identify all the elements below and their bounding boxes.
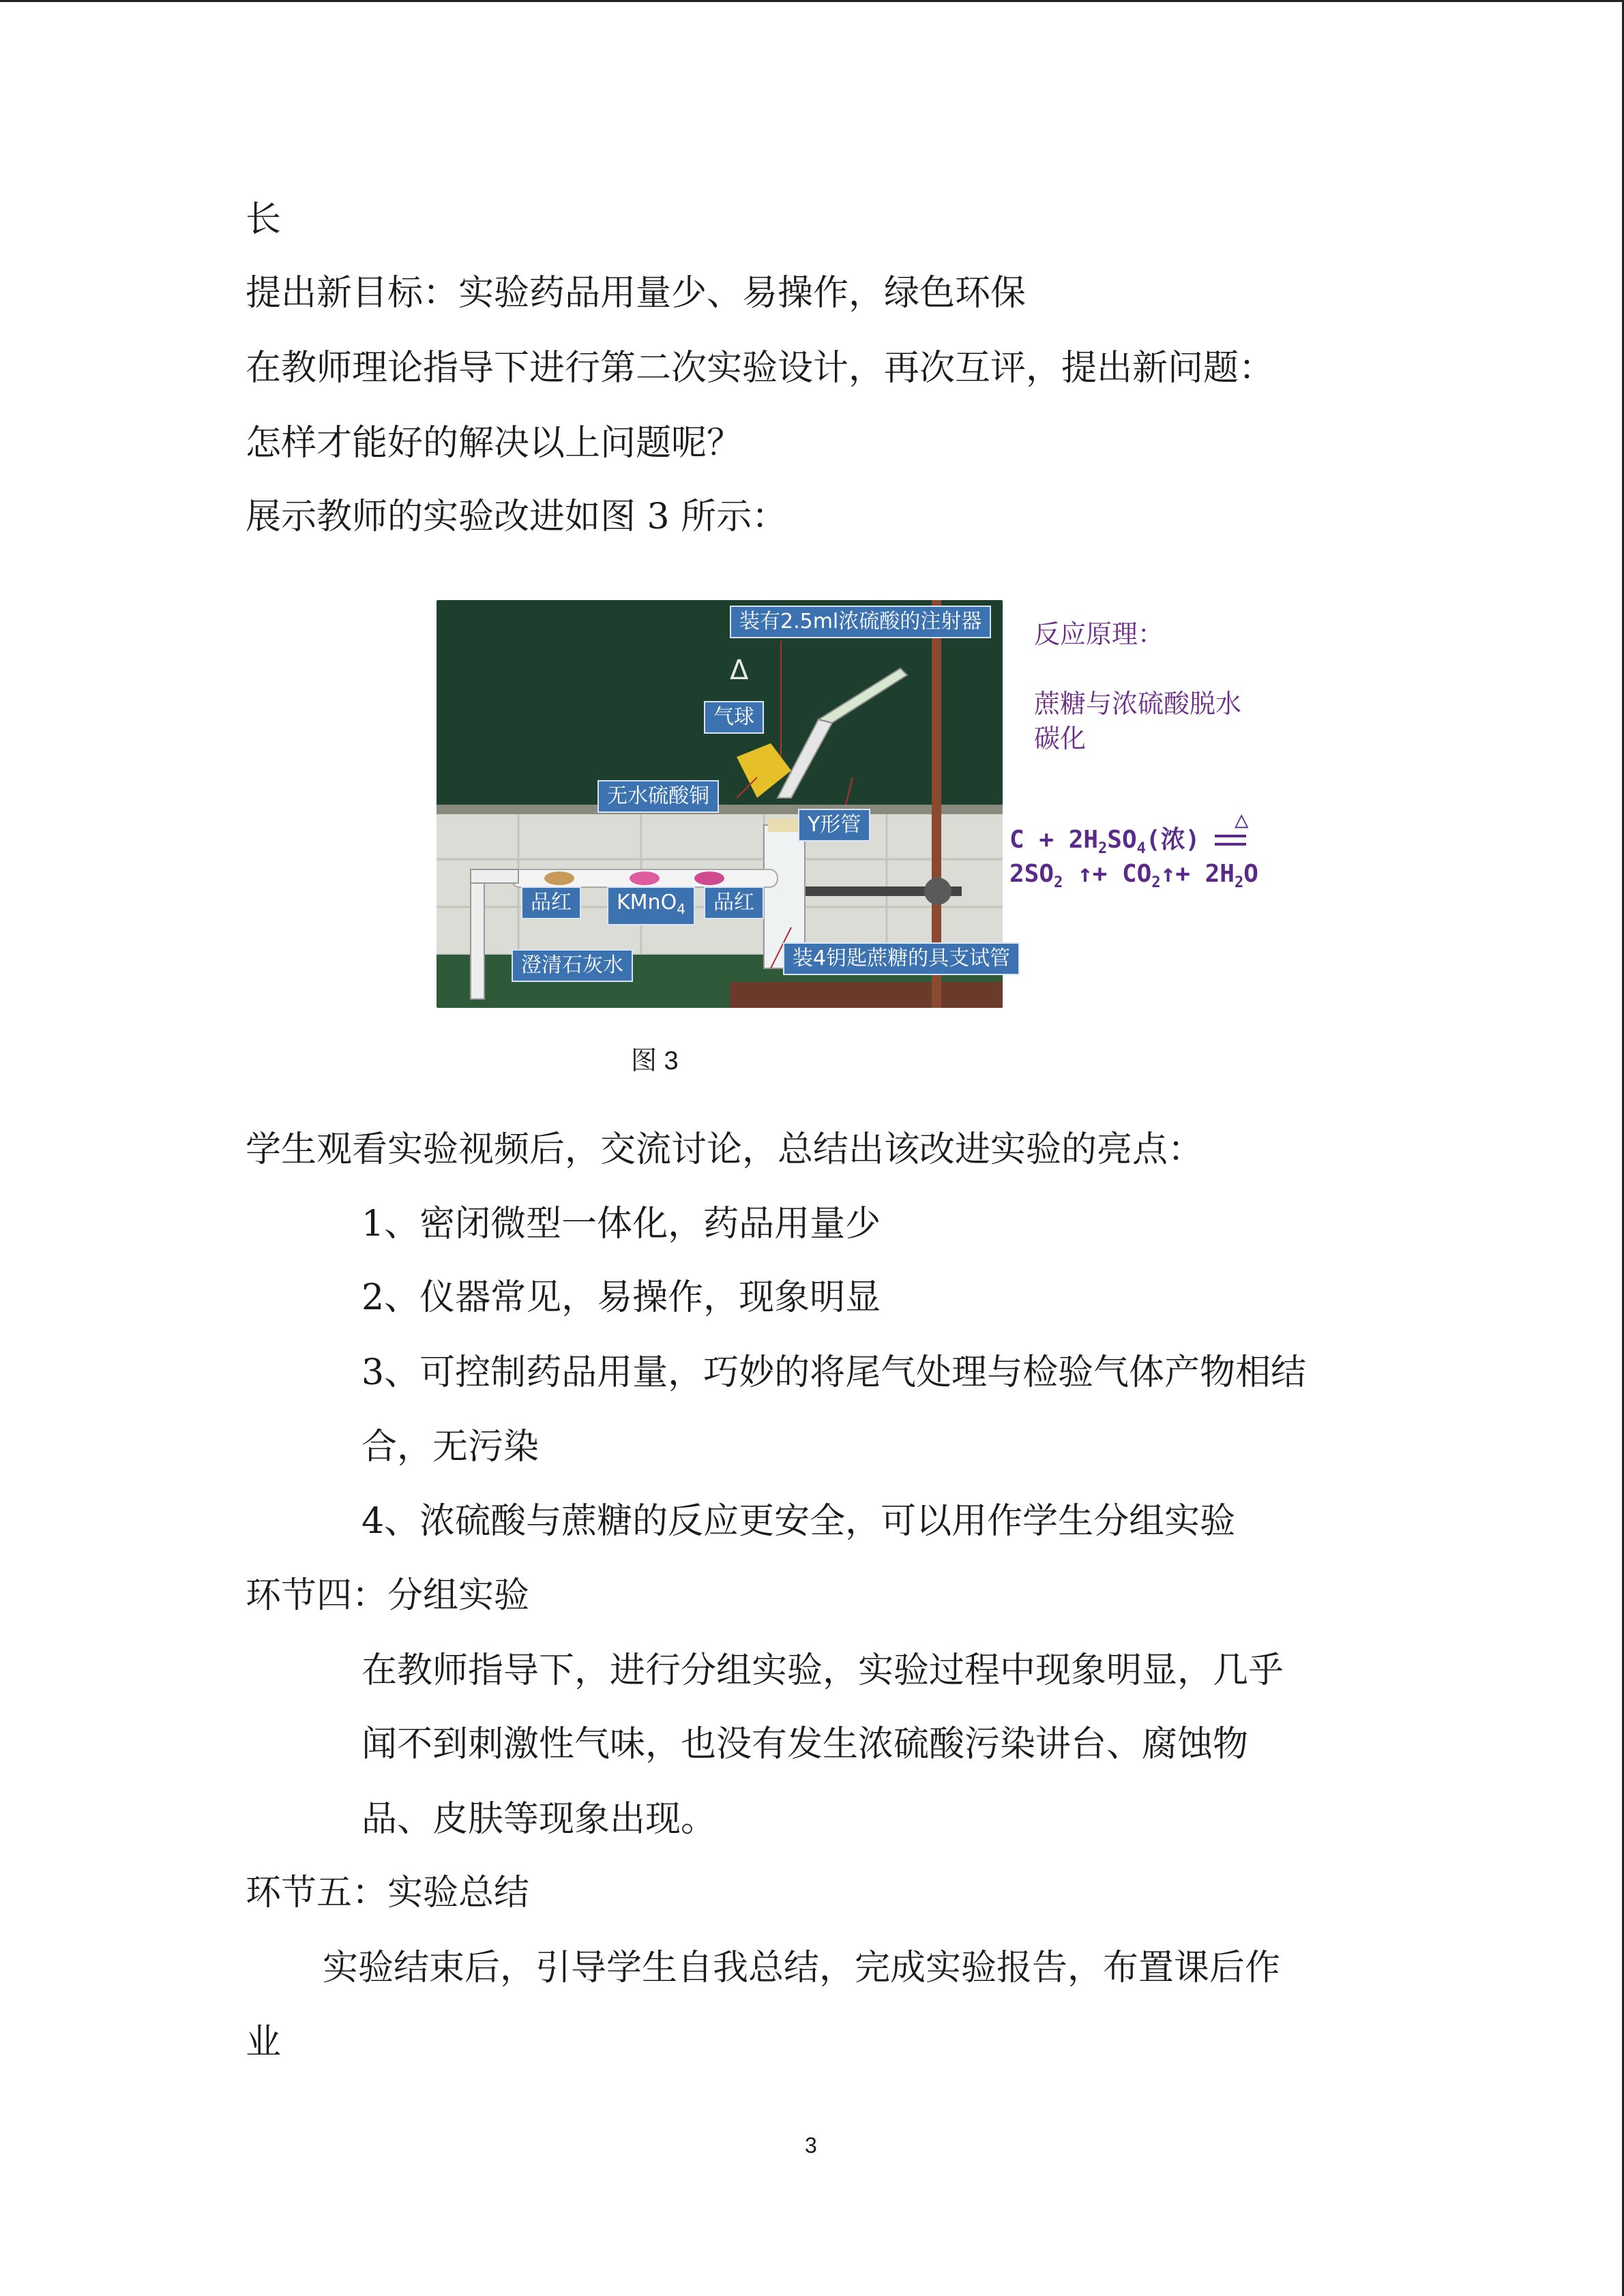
list-item-2: 2、仪器常见，易操作，现象明显 — [361, 1277, 881, 1318]
paragraph-question: 怎样才能好的解决以上问题呢？ — [246, 423, 743, 464]
label-kmno4-sub: 4 — [677, 901, 685, 917]
eq1-part-a: C + 2H — [1009, 826, 1099, 854]
label-kmno4 — [607, 886, 695, 925]
label-syringe: 装有2.5ml浓硫酸的注射器 — [730, 606, 991, 638]
paragraph-summary-2: 业 — [246, 2022, 282, 2063]
paragraph-continuation: 长 — [246, 199, 282, 240]
equation-line-2 — [1009, 858, 1258, 899]
page-border-top — [0, 0, 1624, 2]
principle-line-1: 蔗糖与浓硫酸脱水 — [1034, 689, 1242, 719]
label-kmno4-main: KMnO — [617, 891, 677, 914]
list-item-3-continued: 合，无污染 — [361, 1427, 540, 1467]
principle-line-2: 碳化 — [1034, 724, 1087, 754]
label-y-tube: Y形管 — [798, 809, 870, 841]
paragraph-new-goal: 提出新目标：实验药品用量少、易操作，绿色环保 — [246, 273, 1027, 314]
eq2-sub-f: 2 — [1234, 874, 1244, 892]
principle-title: 反应原理： — [1034, 619, 1164, 649]
label-test-tube: 装4钥匙蔗糖的具支试管 — [783, 942, 1020, 975]
list-item-1: 1、密闭微型一体化，药品用量少 — [361, 1204, 881, 1244]
section-heading-5: 环节五：实验总结 — [246, 1873, 530, 1913]
list-item-3: 3、可控制药品用量，巧妙的将尾气处理与检验气体产物相结 — [361, 1352, 1307, 1393]
eq2-sub-b: 2 — [1054, 874, 1063, 892]
eq2-part-c: ↑+ CO — [1063, 860, 1152, 888]
paragraph-show-improvement: 展示教师的实验改进如图 3 所示： — [246, 496, 788, 537]
eq2-part-g: O — [1243, 860, 1258, 888]
list-item-4: 4、浓硫酸与蔗糖的反应更安全，可以用作学生分组实验 — [361, 1501, 1236, 1542]
paragraph-group-experiment-2: 闻不到刺激性气味，也没有发生浓硫酸污染讲台、腐蚀物 — [361, 1724, 1249, 1765]
figure-caption: 图 3 — [631, 1047, 679, 1075]
eq1-part-e: (浓) — [1145, 826, 1215, 854]
paragraph-group-experiment-1: 在教师指导下，进行分组实验，实验过程中现象明显，几乎 — [361, 1650, 1284, 1691]
page-number: 3 — [805, 2133, 817, 2158]
eq1-sub-b: 2 — [1098, 840, 1108, 858]
delta-mark: Δ — [730, 655, 749, 686]
label-pinkred-2: 品红 — [704, 886, 764, 919]
equals-sign — [1215, 831, 1246, 851]
paragraph-group-experiment-3: 品、皮肤等现象出现。 — [361, 1799, 717, 1840]
section-heading-4: 环节四：分组实验 — [246, 1575, 530, 1616]
label-anhydrous-cuso4: 无水硫酸铜 — [597, 780, 719, 813]
eq1-sub-d: 4 — [1136, 840, 1146, 858]
eq1-part-c: SO — [1107, 826, 1137, 854]
eq2-part-e: ↑+ 2H — [1160, 860, 1235, 888]
label-pinkred-1: 品红 — [521, 886, 581, 919]
paragraph-second-design: 在教师理论指导下进行第二次实验设计，再次互评，提出新问题： — [246, 348, 1275, 389]
figure-3 — [437, 600, 1011, 1008]
label-balloon: 气球 — [704, 701, 764, 734]
eq2-part-a: 2SO — [1009, 860, 1054, 888]
paragraph-summary-1: 实验结束后，引导学生自我总结，完成实验报告，布置课后作 — [323, 1948, 1281, 1988]
equation-condition: △ — [1235, 806, 1249, 833]
eq2-sub-d: 2 — [1151, 874, 1161, 892]
paragraph-student-discussion: 学生观看实验视频后，交流讨论，总结出该改进实验的亮点： — [246, 1129, 1204, 1170]
label-limewater: 澄清石灰水 — [512, 949, 633, 982]
